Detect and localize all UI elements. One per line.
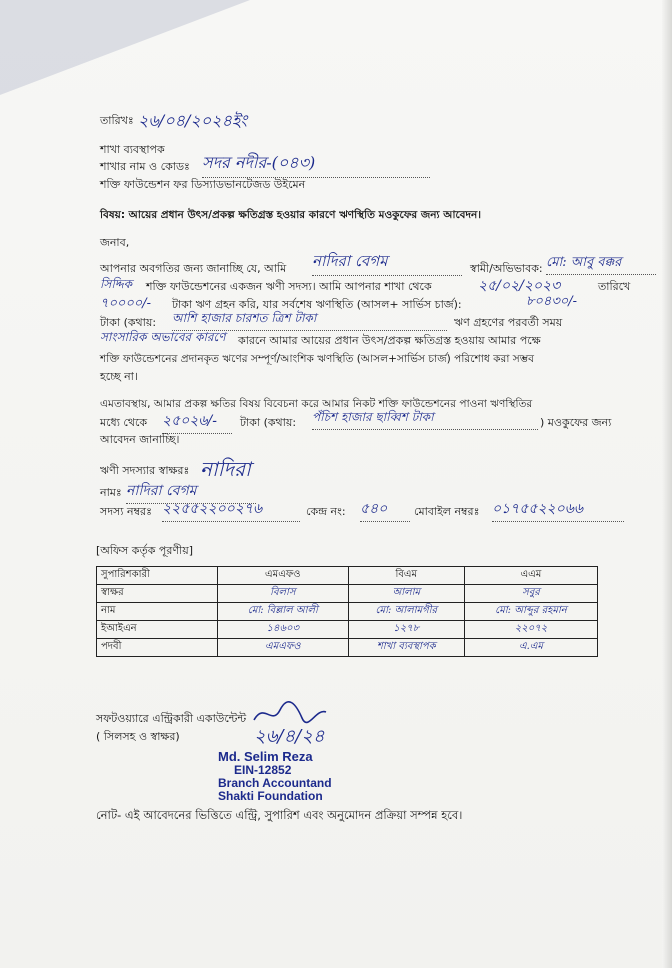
table-cell: স্বাক্ষর <box>97 585 218 603</box>
table-row <box>97 639 598 657</box>
office-heading: [অফিস কর্তৃক পূরণীয়] <box>96 544 193 557</box>
table-header-cell: বিএম <box>348 567 464 585</box>
accountant-signature-scribble <box>250 700 330 728</box>
damage-reason: সাংসারিক অভাবের কারণে <box>100 330 226 344</box>
loan-amount: ৭০০০০/- <box>100 296 152 311</box>
waiver-in-words: পঁচিশ হাজার ছাব্বিশ টাকা <box>312 409 538 430</box>
table-cell: মো: বিল্লাল আলী <box>218 603 349 621</box>
body-p4-b: ঋণ গ্রহণের পরবর্তী সময় <box>454 316 563 329</box>
table-cell: এ.এম <box>464 639 597 657</box>
body-p2-a: শক্তি ফাউন্ডেশনের একজন ঋণী সদস্য। আমি আপনার শাখা থেকে <box>146 280 432 293</box>
request-r2-c: ) মওকুফের জন্য <box>540 416 612 429</box>
table-cell: ১৪৬০৩ <box>218 621 349 639</box>
center-no: ৫৪০ <box>360 497 410 522</box>
table-row <box>97 621 598 639</box>
member-no-label: সদস্য নম্বরঃ <box>100 505 152 518</box>
loan-date: ২৫/০২/২০২৩ <box>478 278 561 294</box>
balance-in-words: আশি হাজার চারশত ত্রিশ টাকা <box>172 310 447 331</box>
table-cell: শাখা ব্যবস্থাপক <box>348 639 464 657</box>
date-label: তারিখঃ <box>100 114 134 127</box>
member-name-label: নামঃ <box>100 486 122 499</box>
member-no: ২২৫৫২২০০২৭৬ <box>162 497 300 522</box>
salutation: জনাব, <box>100 236 130 249</box>
mobile-label: মোবাইল নম্বরঃ <box>414 505 480 518</box>
recommendation-table <box>96 566 598 657</box>
request-r2-a: মধ্যে থেকে <box>100 416 148 429</box>
member-signature: নাদিরা <box>200 457 251 481</box>
body-p7: হচ্ছে না। <box>100 370 138 383</box>
stamp-title: Branch Accountand <box>218 776 332 790</box>
table-row <box>97 603 598 621</box>
table-cell: এমএফও <box>218 639 349 657</box>
center-label: কেন্দ্র নং: <box>306 505 346 518</box>
applicant-name: নাদিরা বেগম <box>312 250 462 276</box>
table-cell: ইআইএন <box>97 621 218 639</box>
request-r3: আবেদন জানাচ্ছি। <box>100 433 180 446</box>
table-cell: মো: আব্দুর রহমান <box>464 603 597 621</box>
table-cell-signature: সবুর <box>464 585 597 603</box>
table-cell: ২২০৭২ <box>464 621 597 639</box>
member-signature-label: ঋণী সদস্যার স্বাক্ষরঃ <box>100 464 190 477</box>
accountant-sub: ( সিলসহ ও স্বাক্ষর) <box>96 730 180 743</box>
mobile-no: ০১৭৫৫২২০৬৬ <box>492 497 624 522</box>
stamp-ein: EIN-12852 <box>234 763 292 777</box>
table-cell: ১২৭৮ <box>348 621 464 639</box>
body-p5-a: কারনে আমার আয়ের প্রধান উৎস/প্রকল্প ক্ষতিগ্রস্ত হওয়ায় আমার পক্ষে <box>238 334 541 347</box>
accountant-signature: ২৬/৪/২৪ <box>254 726 325 747</box>
request-r1: এমতাবস্থায়, আমার প্রকল্প ক্ষতির বিষয় বিবেচনা করে আমার নিকট শক্তি ফাউন্ডেশনের পাওনা ঋণস্থিতির <box>100 398 533 410</box>
body-p1-b: স্বামী/অভিভাবক: <box>470 262 543 275</box>
guardian-name-cont: সিদ্দিক <box>100 277 133 291</box>
stamp-name: Md. Selim Reza <box>218 749 313 764</box>
branch-value: সদর নদীর-(০৪৩) <box>202 150 430 178</box>
branch-label: শাখার নাম ও কোডঃ <box>100 160 190 173</box>
table-cell-signature: বিলাস <box>218 585 349 603</box>
table-row <box>97 585 598 603</box>
table-header-cell: সুপারিশকারী <box>97 567 218 585</box>
footer-note: নোট- এই আবেদনের ভিত্তিতে এন্ট্রি, সুপারিশ এবং অনুমোদন প্রক্রিয়া সম্পন্ন হবে। <box>96 808 463 822</box>
table-cell: পদবী <box>97 639 218 657</box>
body-p2-b: তারিখে <box>598 280 631 293</box>
body-p6: শক্তি ফাউন্ডেশনের প্রদানকৃত ঋণের সম্পূর্ণ/আংশিক ঋণস্থিতি (আসল+সার্ভিস চার্জ) পরিশোধ করা সম্ভব <box>100 353 535 365</box>
guardian-name: মো: আবু বক্কর <box>546 253 656 275</box>
table-cell-signature: আলাম <box>348 585 464 603</box>
accountant-label: সফটওয়্যারে এন্ট্রিকারী একাউন্টেন্ট <box>96 712 247 725</box>
request-r2-b: টাকা (কথায়: <box>240 416 297 429</box>
member-name: নাদিরা বেগম <box>126 479 256 504</box>
table-header-cell: এমএফও <box>218 567 349 585</box>
subject-line: বিষয়: আয়ের প্রধান উৎস/প্রকল্প ক্ষতিগ্রস্ত হওয়ার কারণে ঋণস্থিতি মওকুফের জন্য আবেদন। <box>100 209 482 221</box>
table-header-cell: এএম <box>464 567 597 585</box>
addressee-line3: শক্তি ফাউন্ডেশন ফর ডিস্যাডভানটেজড উইমেন <box>100 178 306 191</box>
date-value: ২৬/০৪/২০২৪ইং <box>138 111 248 130</box>
waiver-amount: ২৫০২৬/- <box>162 409 232 434</box>
table-cell: নাম <box>97 603 218 621</box>
body-p4-a: টাকা (কথায়: <box>100 316 157 329</box>
body-p3-a: টাকা ঋণ গ্রহন করি, যার সর্বশেষ ঋণস্থিতি (আসল+ সার্ভিস চার্জ): <box>172 298 462 311</box>
stamp-org: Shakti Foundation <box>218 789 323 803</box>
addressee-line1: শাখা ব্যবস্থাপক <box>100 143 165 156</box>
table-cell: মো: আলামগীর <box>348 603 464 621</box>
page-edge <box>662 0 672 968</box>
loan-balance: ৮০৪৩০/- <box>526 294 578 309</box>
page-fold-shadow <box>0 0 250 95</box>
table-header-row <box>97 567 598 585</box>
body-p1-a: আপনার অবগতির জন্য জানাচ্ছি যে, আমি <box>100 262 287 275</box>
